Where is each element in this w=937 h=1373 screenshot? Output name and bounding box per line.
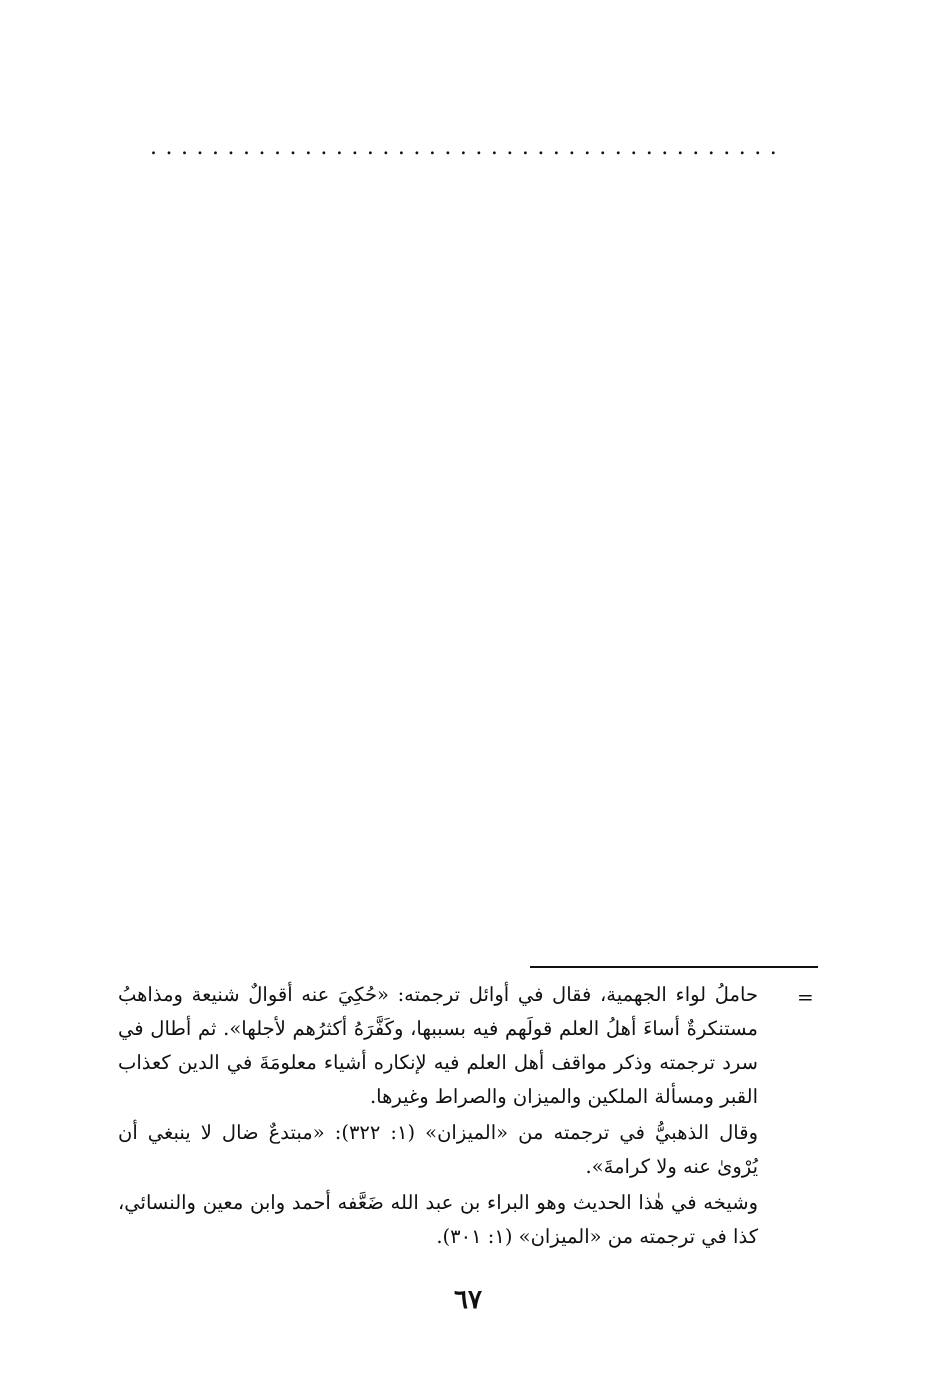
- continuation-mark: =: [797, 985, 814, 1009]
- dotted-leader-line: .........................................: [150, 135, 786, 160]
- footnote-paragraph: وقال الذهبيُّ في ترجمته من «الميزان» (١: ٣٢٢): «مبتدعٌ ضال لا ينبغي أن يُرْوىٰ عنه ولا كرامةَ».: [118, 1121, 758, 1178]
- footnote-paragraph: وشيخه في هٰذا الحديث وهو البراء بن عبد الله ضَعَّفه أحمد وابن معين والنسائي، كذا في ترجمته من «الميزان» (١: ٣٠١).: [118, 1191, 758, 1248]
- footnote-separator: [530, 966, 818, 968]
- footnote-paragraph: حاملُ لواء الجهمية، فقال في أوائل ترجمته: «حُكِيَ عنه أقوالٌ شنيعة ومذاهبُ مستنكرةٌ أساءَ أهلُ العلم قولَهم فيه بسببها، وكَفَّرَهُ أكثرُهم لأجلها». ثم أطال في سرد ترجمته وذكر مواقف أهل العلم فيه لإنكاره أشياء معلومَةَ في الدين كعذاب القبر ومسألة الملكين والميزان والصراط وغيرها.: [118, 983, 758, 1108]
- page-number: ٦٧: [454, 1285, 482, 1315]
